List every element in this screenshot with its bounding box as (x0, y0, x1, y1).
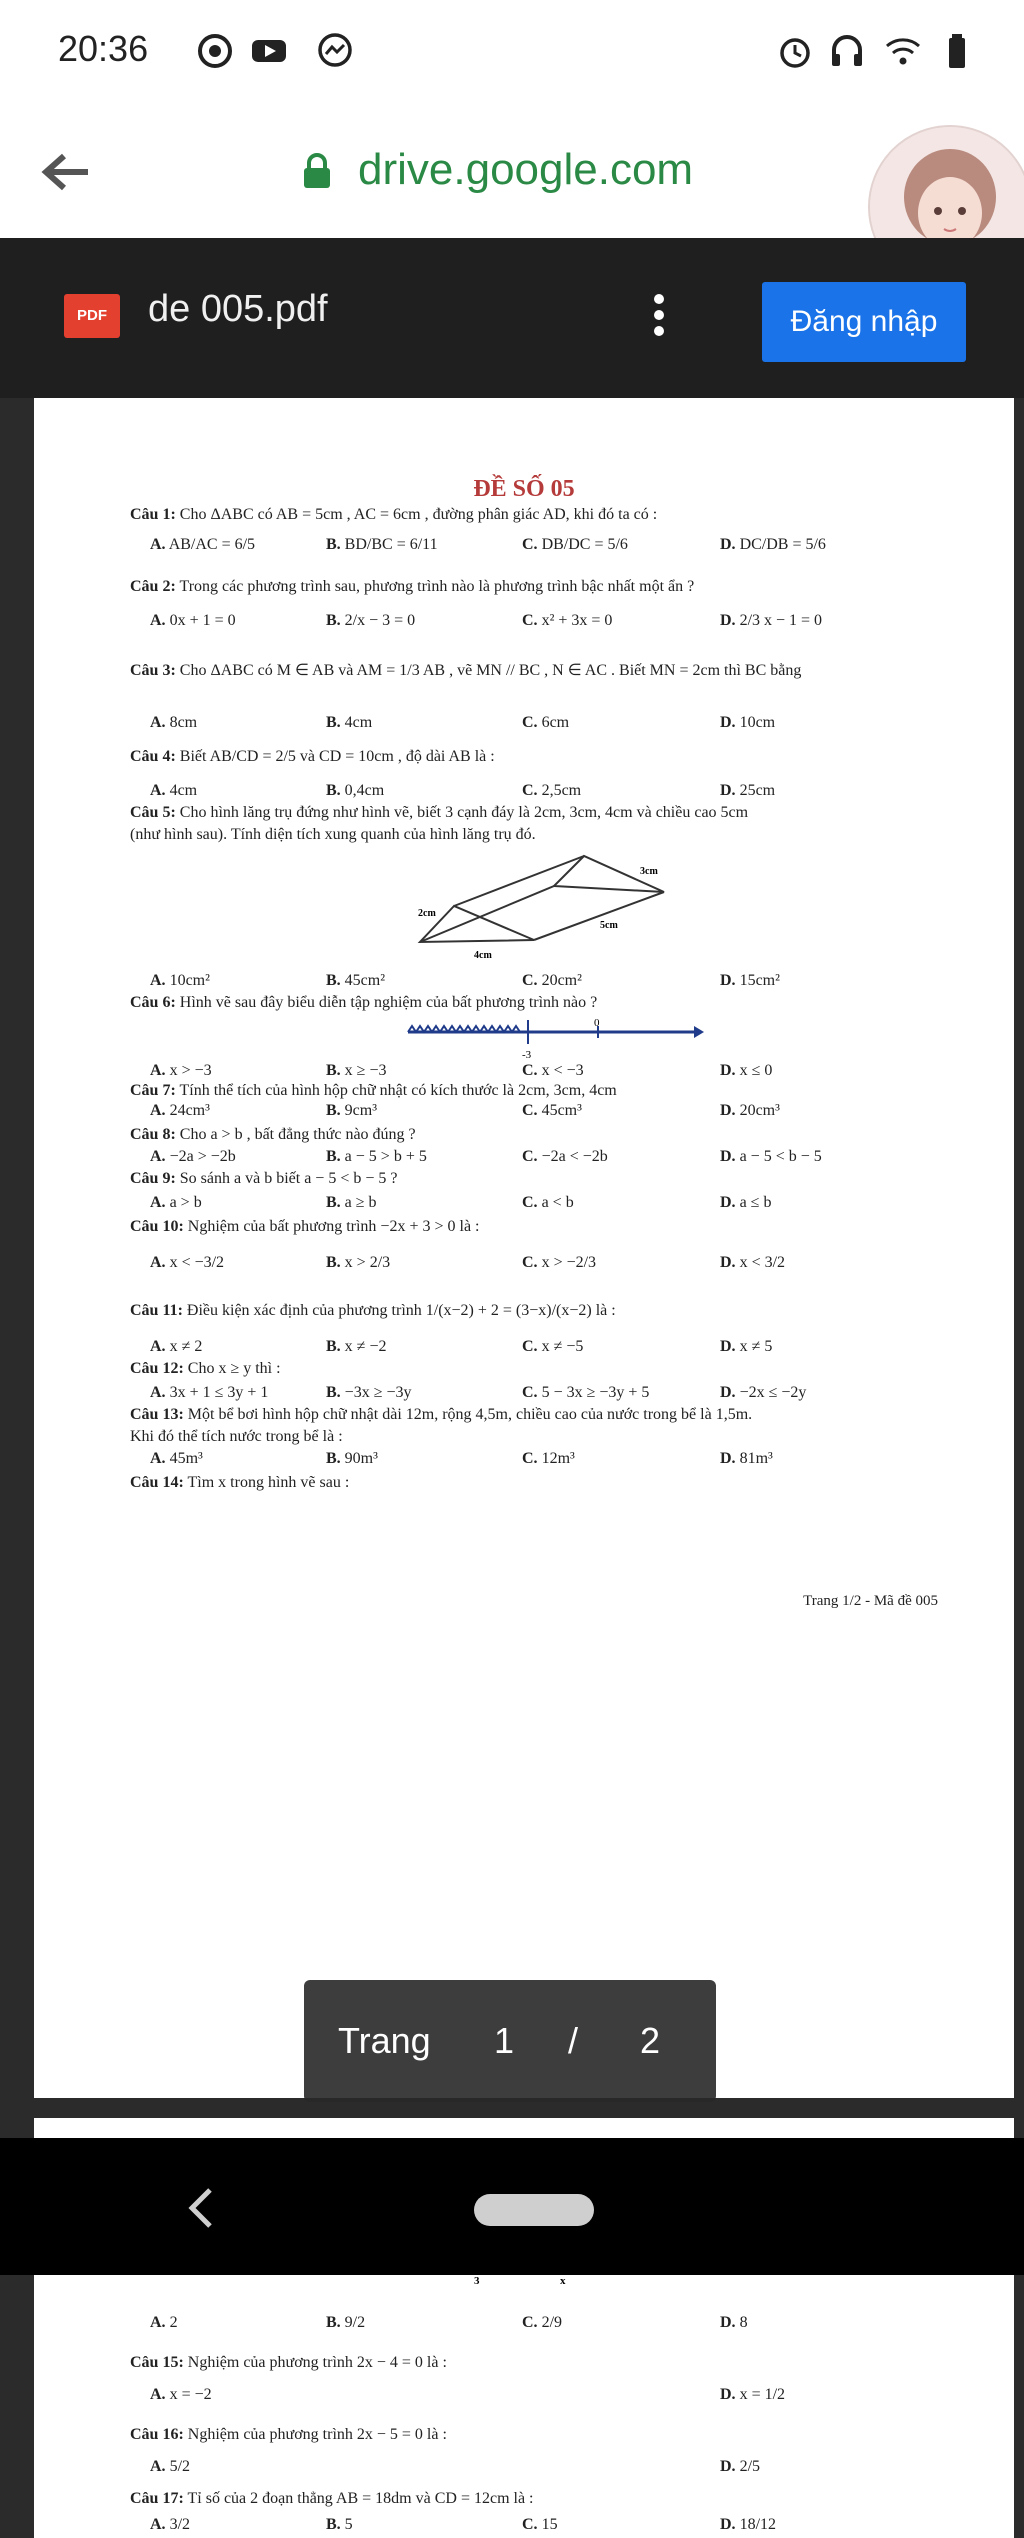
file-name: de 005.pdf (148, 288, 328, 330)
fig14-label: x (560, 2275, 566, 2287)
alarm-icon (776, 32, 814, 70)
q15-option-d: D. x = 1/2 (720, 2386, 786, 2403)
q8-option-d: D. a − 5 < b − 5 (720, 1148, 822, 1165)
question-8: Câu 8: Cho a > b , bất đẳng thức nào đúng ? (130, 1126, 416, 1143)
status-bar (0, 0, 1024, 105)
question-9: Câu 9: So sánh a và b biết a − 5 < b − 5 ? (130, 1170, 398, 1187)
q3-option-b: B. 4cm (326, 714, 373, 731)
q5-option-a: A. 10cm² (150, 972, 210, 989)
question-16: Câu 16: Nghiệm của phương trình 2x − 5 = 0 là : (130, 2426, 447, 2443)
headset-icon (828, 32, 866, 70)
number-line-figure (404, 1016, 704, 1060)
q4-option-b: B. 0,4cm (326, 782, 385, 799)
q13-option-a: A. 45m³ (150, 1450, 203, 1467)
q2-option-c: C. x² + 3x = 0 (522, 612, 613, 629)
q10-option-b: B. x > 2/3 (326, 1254, 391, 1271)
fig6-label: 0 (594, 1017, 600, 1029)
fig14-label: 3 (474, 2275, 480, 2287)
pdf-page-1 (34, 398, 1014, 2098)
q9-option-b: B. a ≥ b (326, 1194, 377, 1211)
fig5-label: 5cm (600, 920, 618, 931)
question-14: Câu 14: Tìm x trong hình vẽ sau : (130, 1474, 350, 1491)
q12-option-b: B. −3x ≥ −3y (326, 1384, 412, 1401)
question-3: Câu 3: Cho ΔABC có M ∈ AB và AM = 1/3 AB , vẽ MN // BC , N ∈ AC . Biết MN = 2cm thì BC bằng (130, 662, 802, 679)
q1-option-d: D. DC/DB = 5/6 (720, 536, 826, 553)
page-indicator (304, 1980, 716, 2102)
q11-option-b: B. x ≠ −2 (326, 1338, 387, 1355)
q14-option-d: D. 8 (720, 2314, 748, 2331)
q5-option-c: C. 20cm² (522, 972, 582, 989)
question-11: Câu 11: Điều kiện xác định của phương trình 1/(x−2) + 2 = (3−x)/(x−2) là : (130, 1302, 616, 1319)
q17-option-d: D. 18/12 (720, 2516, 777, 2533)
q16-option-d: D. 2/5 (720, 2458, 761, 2475)
youtube-icon (250, 32, 288, 70)
url-text[interactable]: drive.google.com (358, 145, 694, 194)
q10-option-a: A. x < −3/2 (150, 1254, 225, 1271)
q14-option-c: C. 2/9 (522, 2314, 563, 2331)
signal-icon (196, 32, 234, 70)
wifi-icon (884, 32, 922, 70)
messenger-icon (316, 32, 354, 70)
q2-option-d: D. 2/3 x − 1 = 0 (720, 612, 823, 629)
q5-option-b: B. 45cm² (326, 972, 386, 989)
question-5-cont: (như hình sau). Tính diện tích xung quanh của hình lăng trụ đó. (130, 826, 536, 843)
page-indicator-total: 2 (640, 2020, 661, 2061)
q4-option-d: D. 25cm (720, 782, 776, 799)
q16-option-a: A. 5/2 (150, 2458, 191, 2475)
question-13: Câu 13: Một bể bơi hình hộp chữ nhật dài 12m, rộng 4,5m, chiều cao của nước trong bể là 1,5m. (130, 1406, 753, 1423)
q4-option-a: A. 4cm (150, 782, 198, 799)
pdf-viewer[interactable] (0, 398, 1024, 2533)
q4-option-c: C. 2,5cm (522, 782, 582, 799)
q7-option-b: B. 9cm³ (326, 1102, 378, 1119)
q14-option-a: A. 2 (150, 2314, 178, 2331)
q11-option-a: A. x ≠ 2 (150, 1338, 203, 1355)
fig5-label: 3cm (640, 866, 658, 877)
q9-option-c: C. a < b (522, 1194, 574, 1211)
status-time: 20:36 (58, 28, 149, 69)
page-indicator-current: 1 (494, 2020, 515, 2061)
nav-back-icon[interactable] (186, 2186, 216, 2230)
back-arrow-icon[interactable] (40, 152, 92, 192)
prism-figure (404, 846, 694, 976)
q7-option-a: A. 24cm³ (150, 1102, 210, 1119)
q2-option-b: B. 2/x − 3 = 0 (326, 612, 416, 629)
question-12: Câu 12: Cho x ≥ y thì : (130, 1360, 281, 1377)
page-indicator-label: Trang (338, 2020, 431, 2061)
q11-option-d: D. x ≠ 5 (720, 1338, 773, 1355)
q14-option-b: B. 9/2 (326, 2314, 366, 2331)
q3-option-d: D. 10cm (720, 714, 776, 731)
pdf-file-icon: PDF (64, 294, 120, 338)
q17-option-a: A. 3/2 (150, 2516, 191, 2533)
question-1: Câu 1: Cho ΔABC có AB = 5cm , AC = 6cm , đường phân giác AD, khi đó ta có : (130, 506, 658, 523)
q6-option-d: D. x ≤ 0 (720, 1062, 773, 1079)
q3-option-c: C. 6cm (522, 714, 570, 731)
q7-option-c: C. 45cm³ (522, 1102, 582, 1119)
fig5-label: 2cm (418, 908, 436, 919)
q13-option-c: C. 12m³ (522, 1450, 575, 1467)
kebab-menu-icon[interactable] (652, 294, 666, 344)
exam-title: ĐỀ SỐ 05 (473, 476, 575, 502)
question-15: Câu 15: Nghiệm của phương trình 2x − 4 = 0 là : (130, 2354, 447, 2371)
question-4: Câu 4: Biết AB/CD = 2/5 và CD = 10cm , độ dài AB là : (130, 748, 495, 765)
q1-option-a: A. AB/AC = 6/5 (150, 536, 256, 553)
q8-option-b: B. a − 5 > b + 5 (326, 1148, 427, 1165)
sign-in-button[interactable]: Đăng nhập (762, 282, 966, 362)
q10-option-d: D. x < 3/2 (720, 1254, 786, 1271)
q6-option-c: C. x < −3 (522, 1062, 584, 1079)
q1-option-c: C. DB/DC = 5/6 (522, 536, 628, 553)
question-7: Câu 7: Tính thể tích của hình hộp chữ nhật có kích thước là 2cm, 3cm, 4cm (130, 1082, 617, 1099)
fig6-label: -3 (522, 1049, 532, 1060)
question-17: Câu 17: Tỉ số của 2 đoạn thẳng AB = 18dm và CD = 12cm là : (130, 2490, 534, 2507)
q12-option-d: D. −2x ≤ −2y (720, 1384, 807, 1401)
q8-option-c: C. −2a < −2b (522, 1148, 608, 1165)
battery-icon (938, 32, 976, 70)
page-footer: Trang 1/2 - Mã đề 005 (803, 1593, 938, 1609)
q17-option-c: C. 15 (522, 2516, 558, 2533)
q12-option-a: A. 3x + 1 ≤ 3y + 1 (150, 1384, 269, 1401)
question-10: Câu 10: Nghiệm của bất phương trình −2x + 3 > 0 là : (130, 1218, 480, 1235)
drive-toolbar (0, 238, 1024, 398)
nav-home-pill[interactable] (474, 2194, 594, 2226)
q13-option-b: B. 90m³ (326, 1450, 378, 1467)
q11-option-c: C. x ≠ −5 (522, 1338, 584, 1355)
q5-option-d: D. 15cm² (720, 972, 780, 989)
q9-option-d: D. a ≤ b (720, 1194, 772, 1211)
q2-option-a: A. 0x + 1 = 0 (150, 612, 236, 629)
question-6: Câu 6: Hình vẽ sau đây biểu diễn tập nghiệm của bất phương trình nào ? (130, 994, 598, 1011)
q17-option-b: B. 5 (326, 2516, 353, 2533)
q3-option-a: A. 8cm (150, 714, 198, 731)
q8-option-a: A. −2a > −2b (150, 1148, 236, 1165)
q1-option-b: B. BD/BC = 6/11 (326, 536, 438, 553)
q6-option-a: A. x > −3 (150, 1062, 212, 1079)
q13-option-d: D. 81m³ (720, 1450, 773, 1467)
lock-icon (302, 153, 332, 189)
q7-option-d: D. 20cm³ (720, 1102, 780, 1119)
q6-option-b: B. x ≥ −3 (326, 1062, 387, 1079)
question-13-cont: Khi đó thể tích nước trong bể là : (130, 1428, 343, 1445)
question-2: Câu 2: Trong các phương trình sau, phương trình nào là phương trình bậc nhất một ẩn ? (130, 578, 695, 595)
question-5: Câu 5: Cho hình lăng trụ đứng như hình vẽ, biết 3 cạnh đáy là 2cm, 3cm, 4cm và chiều cao 5cm (130, 804, 749, 821)
q12-option-c: C. 5 − 3x ≥ −3y + 5 (522, 1384, 650, 1401)
q15-option-a: A. x = −2 (150, 2386, 212, 2403)
page-indicator-separator: / (568, 2020, 579, 2061)
system-nav-bar (0, 2138, 1024, 2275)
q9-option-a: A. a > b (150, 1194, 202, 1211)
fig5-label: 4cm (474, 950, 492, 961)
q10-option-c: C. x > −2/3 (522, 1254, 597, 1271)
